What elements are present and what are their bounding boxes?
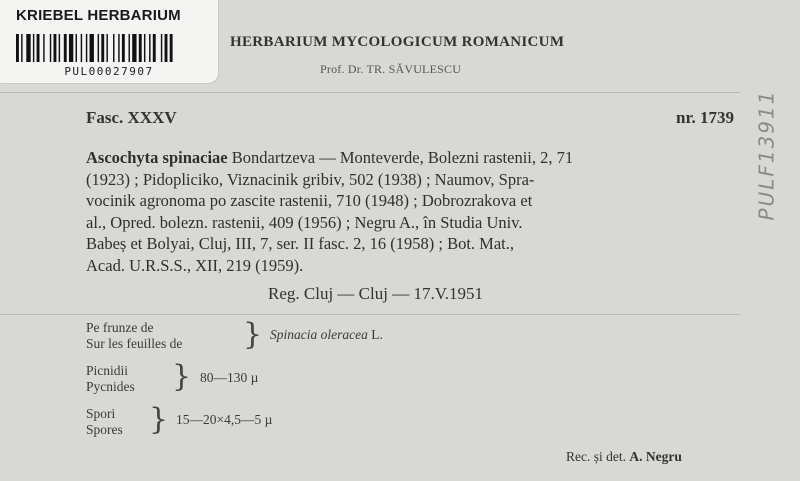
brace-icon: } [172, 359, 192, 394]
herbarium-title: HERBARIUM MYCOLOGICUM ROMANICUM [230, 34, 565, 50]
brace-icon: } [149, 402, 169, 437]
herbarium-editor: Prof. Dr. TR. SĂVULESCU [320, 62, 462, 76]
reference-line-3: vocinik agronoma po zascite rastenii, 710 (1948) ; Dobrozrakova et [86, 191, 533, 210]
barcode-number: PUL00027907 [64, 65, 154, 78]
divider [0, 92, 740, 93]
reference-line-6: Acad. U.R.S.S., XII, 219 (1959). [86, 255, 304, 275]
species-references [86, 147, 738, 276]
spores-labels: Spori Spores [86, 406, 123, 437]
reference-line-5: Babeș et Bolyai, Cluj, III, 7, ser. II fasc. 2, 16 (1958) ; Bot. Mat., [86, 234, 515, 253]
reference-line-2: (1923) ; Pidopliciko, Viznacinik gribiv, 502 (1938) ; Naumov, Spra- [86, 169, 535, 189]
divider [0, 314, 740, 315]
collector-line: Rec. și det. A. Negru [566, 449, 682, 464]
barcode-image [14, 34, 206, 62]
svg-text:PULF13911: PULF13911 [754, 90, 779, 220]
host-plant: Spinacia oleracea L. [270, 327, 383, 342]
collection-locality: Reg. Cluj — Cluj — 17.V.1951 [268, 284, 484, 303]
handwritten-annotation [748, 90, 788, 220]
species-name: Ascochyta spinaciae [86, 148, 228, 167]
sticker-title: KRIEBEL HERBARIUM [16, 7, 181, 24]
herbarium-sticker [0, 0, 218, 83]
fascicle-number: Fasc. XXXV [86, 108, 177, 127]
reference-line-1: Ascochyta spinaciae Bondartzeva — Monteverde, Bolezni rastenii, 2, 71 [86, 148, 574, 167]
reference-line-4: al., Opred. bolezn. rastenii, 409 (1956) ; Negru A., în Studia Univ. [86, 212, 523, 232]
pycnidia-labels: Picnidii Pycnides [86, 363, 135, 394]
brace-icon: } [243, 317, 263, 352]
host-labels: Pe frunze de Sur les feuilles de [86, 320, 183, 351]
pycnidia-size: 80—130 µ [200, 370, 259, 385]
specimen-number: nr. 1739 [676, 108, 734, 127]
spores-size: 15—20×4,5—5 µ [176, 412, 273, 427]
